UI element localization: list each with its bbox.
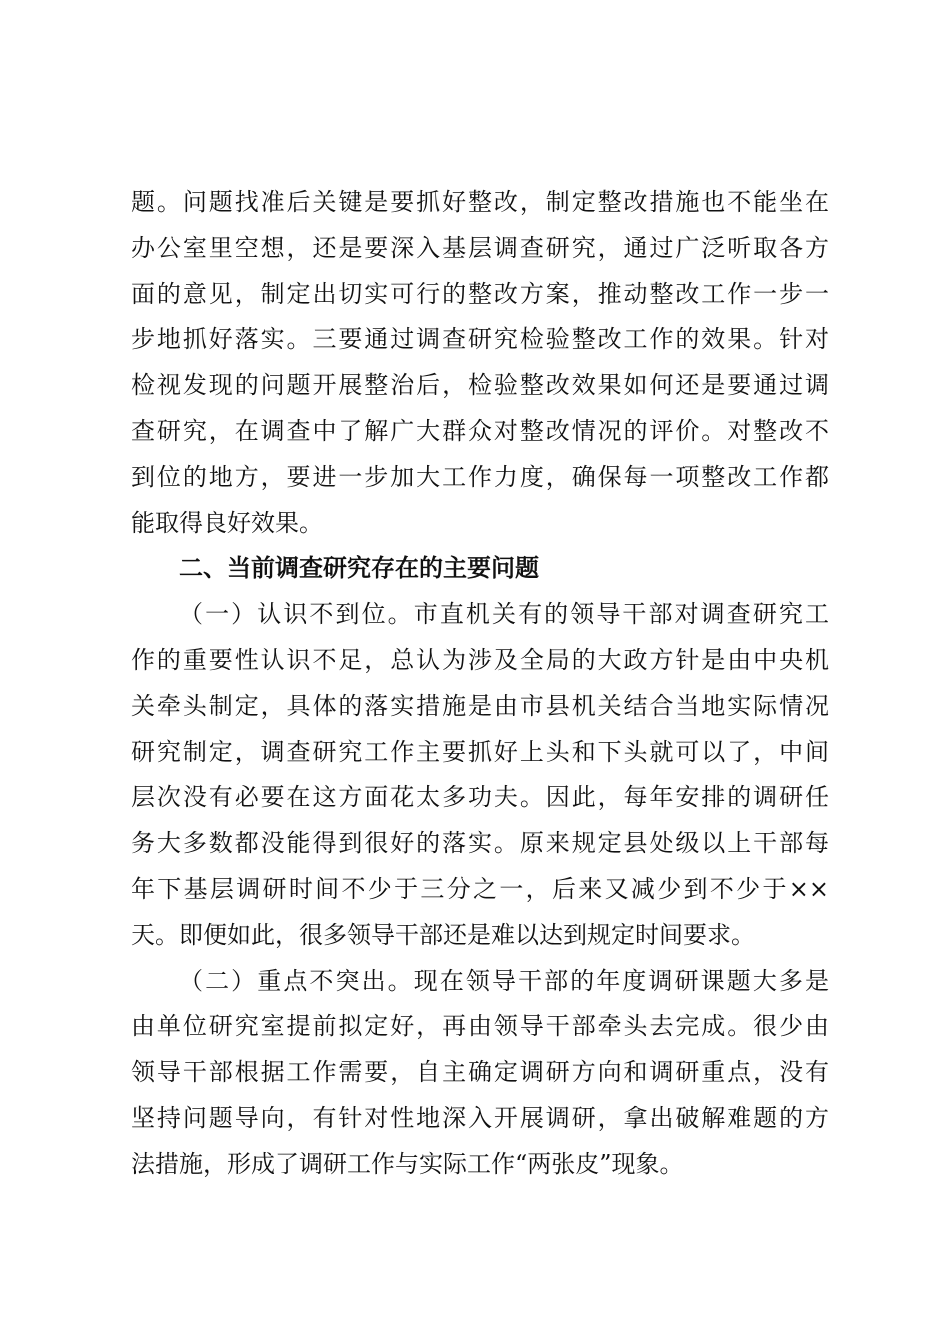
text-line: 关牵头制定，具体的落实措施是由市县机关结合当地实际情况 (131, 691, 829, 720)
text-line: 坚持问题导向，有针对性地深入开展调研，拿出破解难题的方 (131, 1103, 829, 1132)
text-line: 领导干部根据工作需要，自主确定调研方向和调研重点，没有 (131, 1058, 829, 1087)
text-line: 作的重要性认识不足，总认为涉及全局的大政方针是由中央机 (131, 645, 829, 674)
text-line: 查研究，在调查中了解广大群众对整改情况的评价。对整改不 (131, 416, 829, 445)
text-line: 年下基层调研时间不少于三分之一，后来又减少到不少于×× (131, 874, 829, 903)
text-line: （一）认识不到位。市直机关有的领导干部对调查研究工 (179, 600, 829, 629)
section-heading-text: 二、当前调查研究存在的主要问题 (179, 554, 539, 583)
text-line: 步地抓好落实。三要通过调查研究检验整改工作的效果。针对 (131, 325, 829, 354)
text-line: 办公室里空想，还是要深入基层调查研究，通过广泛听取各方 (131, 233, 829, 262)
paragraph-continuation (131, 180, 829, 546)
text-line: 能取得良好效果。 (131, 508, 323, 537)
text-line: （二）重点不突出。现在领导干部的年度调研课题大多是 (179, 966, 829, 995)
text-line: 务大多数都没能得到很好的落实。原来规定县处级以上干部每 (131, 829, 829, 858)
document-body (131, 180, 829, 1188)
paragraph-focus (131, 959, 829, 1188)
text-line: 题。问题找准后关键是要抓好整改，制定整改措施也不能坐在 (131, 188, 829, 216)
text-line: 检视发现的问题开展整治后，检验整改效果如何还是要通过调 (131, 371, 829, 400)
text-line: 天。即便如此，很多领导干部还是难以达到规定时间要求。 (131, 920, 755, 949)
text-line: 面的意见，制定出切实可行的整改方案，推动整改工作一步一 (131, 279, 829, 308)
text-line: 层次没有必要在这方面花太多功夫。因此，每年安排的调研任 (131, 783, 829, 812)
paragraph-awareness (131, 592, 829, 958)
section-heading (131, 546, 829, 592)
text-line: 到位的地方，要进一步加大工作力度，确保每一项整改工作都 (131, 462, 829, 491)
text-line: 由单位研究室提前拟定好，再由领导干部牵头去完成。很少由 (131, 1012, 829, 1041)
text-line: 研究制定，调查研究工作主要抓好上头和下头就可以了，中间 (131, 737, 829, 766)
text-line: 法措施，形成了调研工作与实际工作“两张皮”现象。 (131, 1149, 684, 1178)
